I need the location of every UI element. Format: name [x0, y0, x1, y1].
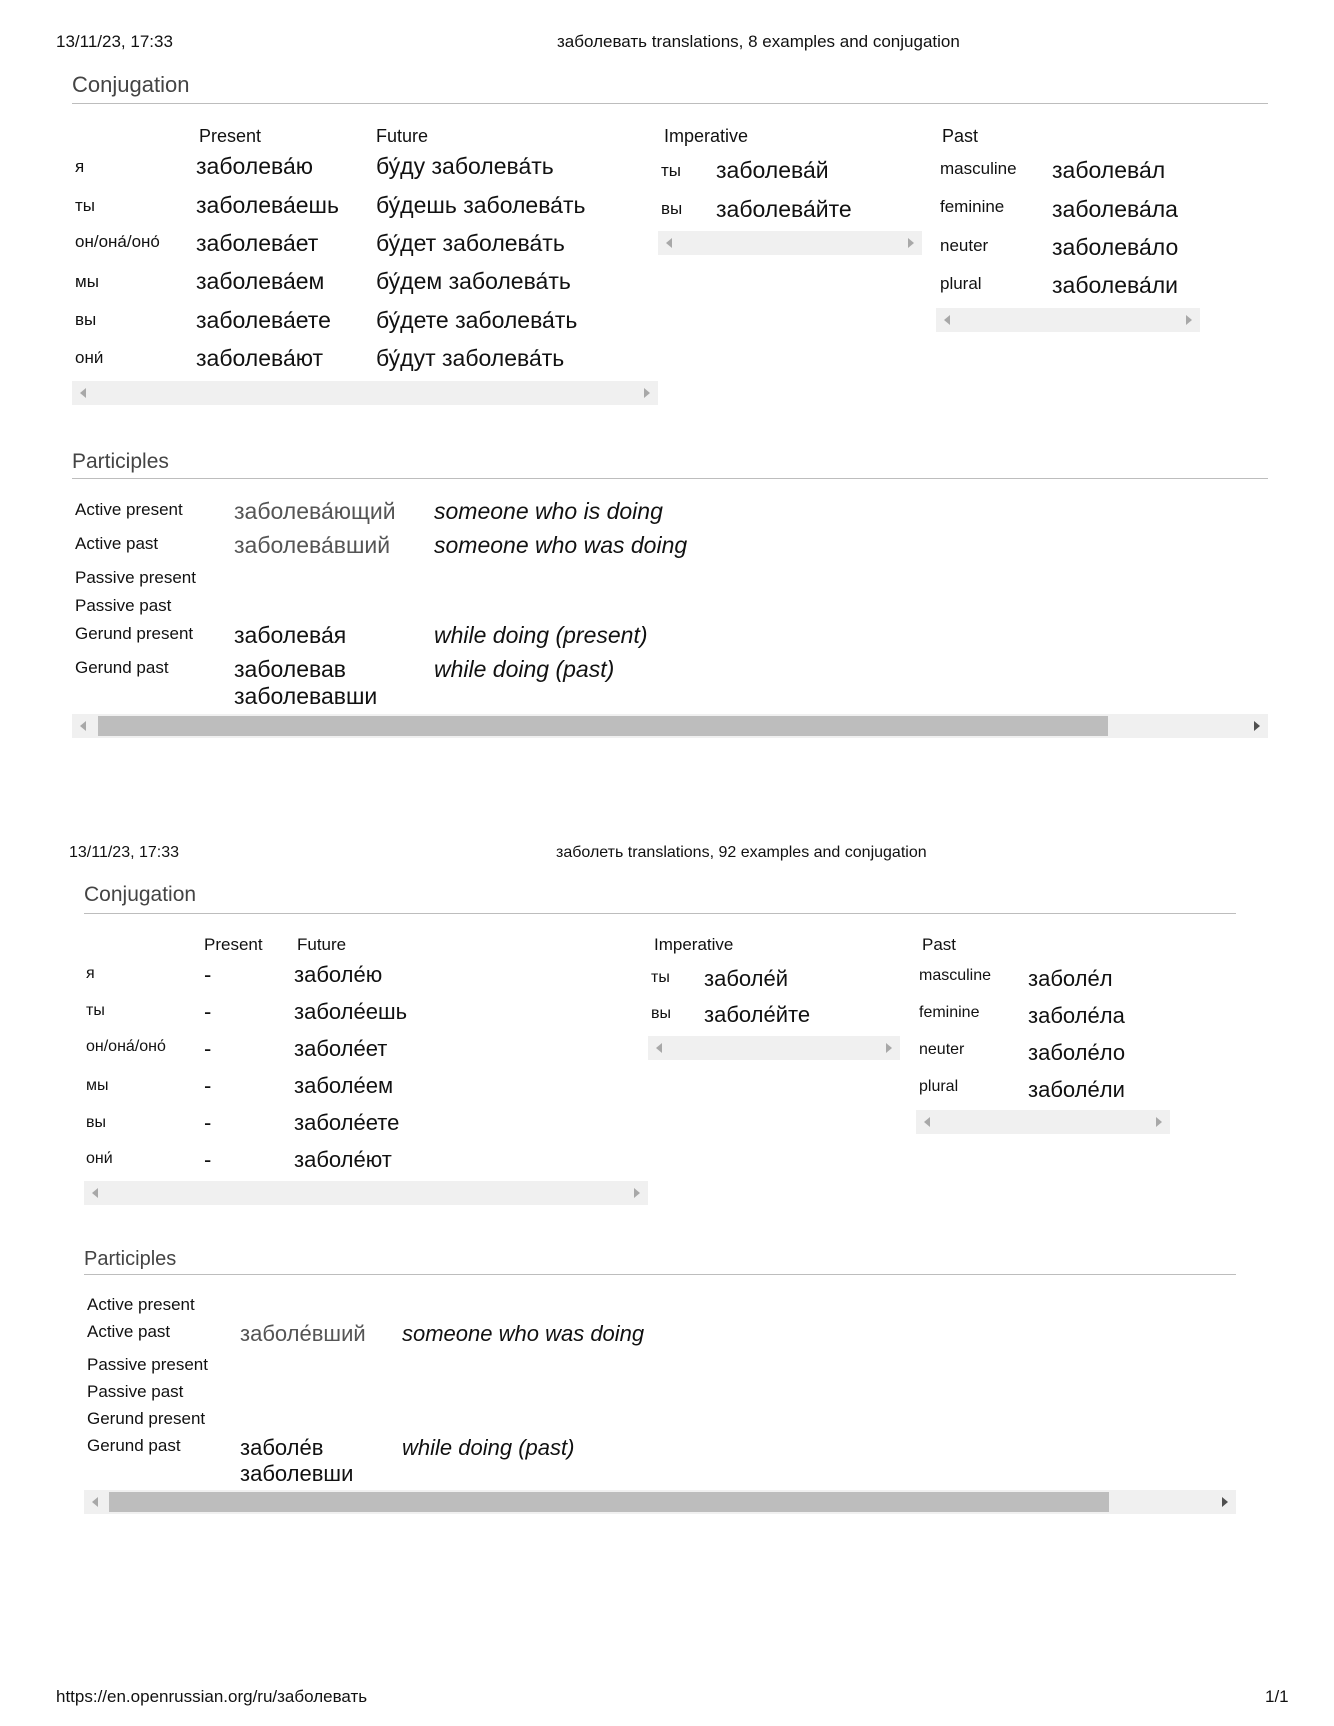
scroll-left-arrow-icon[interactable]: [666, 238, 672, 248]
past-form: заболе́л: [1028, 966, 1113, 991]
pronoun-cell: ты: [75, 196, 96, 215]
participle-form-alt: заболевши: [240, 1461, 354, 1486]
scroll-right-arrow-icon[interactable]: [1156, 1117, 1162, 1127]
scroll-right-arrow-icon[interactable]: [1222, 1497, 1228, 1507]
present-form: заболева́ем: [196, 268, 325, 294]
past-label: feminine: [940, 197, 1005, 216]
page2-header-datetime: 13/11/23, 17:33: [69, 844, 180, 861]
imperative-pronoun: ты: [651, 969, 670, 986]
past-form: заболе́ла: [1028, 1003, 1125, 1028]
page1-past-header: Past: [942, 126, 979, 146]
past-form: заболе́ло: [1028, 1040, 1126, 1065]
scroll-left-arrow-icon[interactable]: [92, 1497, 98, 1507]
page1-participles-scrollbar[interactable]: [72, 714, 1268, 738]
future-form: бу́дешь заболева́ть: [376, 192, 586, 218]
pronoun-cell: мы: [86, 1077, 109, 1094]
participle-label: Gerund past: [87, 1436, 181, 1455]
past-form: заболева́ло: [1052, 234, 1179, 260]
future-form: бу́дет заболева́ть: [376, 230, 565, 256]
scroll-thumb[interactable]: [109, 1492, 1109, 1512]
participle-label: Active present: [75, 500, 183, 519]
page2-future-header: Future: [297, 935, 347, 954]
pronoun-cell: я: [86, 965, 95, 982]
past-label: neuter: [919, 1041, 965, 1058]
scroll-right-arrow-icon[interactable]: [908, 238, 914, 248]
participle-meaning: while doing (past): [434, 656, 615, 682]
footer-page-number: 1/1: [1265, 1687, 1289, 1706]
footer-url[interactable]: https://en.openrussian.org/ru/заболевать: [56, 1687, 368, 1706]
scroll-right-arrow-icon[interactable]: [1254, 721, 1260, 731]
participle-label: Active past: [75, 534, 159, 553]
present-form: заболева́ешь: [196, 192, 339, 218]
page2-past-scrollbar[interactable]: [916, 1110, 1170, 1134]
present-form: заболева́ете: [196, 307, 331, 333]
scroll-right-arrow-icon[interactable]: [634, 1188, 640, 1198]
past-label: plural: [940, 274, 982, 293]
page1-participles-divider: [72, 478, 1268, 479]
participle-label: Gerund present: [75, 624, 194, 643]
participle-label: Passive present: [87, 1355, 208, 1374]
participle-meaning: someone who was doing: [402, 1321, 645, 1346]
present-form: -: [204, 1036, 212, 1061]
page1-conjugation-divider: [72, 103, 1268, 104]
future-form: заболе́ет: [294, 1036, 388, 1061]
participle-form: заболе́вший: [240, 1321, 366, 1346]
page2-conjugation-scrollbar[interactable]: [84, 1181, 648, 1205]
participle-form: заболева́ющий: [234, 498, 396, 524]
scroll-right-arrow-icon[interactable]: [644, 388, 650, 398]
past-label: neuter: [940, 236, 989, 255]
page1-imperative-header: Imperative: [664, 126, 749, 146]
pronoun-cell: ты: [86, 1002, 105, 1019]
pronoun-cell: вы: [86, 1114, 106, 1131]
scroll-right-arrow-icon[interactable]: [1186, 315, 1192, 325]
past-label: plural: [919, 1078, 959, 1095]
future-form: бу́дем заболева́ть: [376, 268, 571, 294]
scroll-left-arrow-icon[interactable]: [80, 388, 86, 398]
future-form: заболе́ем: [294, 1073, 394, 1098]
future-form: заболе́ешь: [294, 999, 408, 1024]
pronoun-cell: мы: [75, 272, 99, 291]
page2-header-title: заболеть translations, 92 examples and conjugation: [556, 844, 927, 861]
past-form: заболева́ла: [1052, 196, 1178, 222]
participle-label: Gerund present: [87, 1409, 206, 1428]
page2-participles-scrollbar[interactable]: [84, 1490, 1236, 1514]
present-form: заболева́ет: [196, 230, 319, 256]
imperative-form: заболе́й: [704, 966, 789, 991]
present-form: заболева́ю: [196, 153, 314, 179]
participle-meaning: while doing (past): [402, 1435, 575, 1460]
pronoun-cell: я: [75, 157, 85, 176]
participle-meaning: someone who is doing: [434, 498, 663, 524]
page2-imperative-header: Imperative: [654, 935, 734, 954]
future-form: заболе́ю: [294, 962, 383, 987]
future-form: бу́дут заболева́ть: [376, 345, 565, 371]
imperative-pronoun: ты: [661, 161, 682, 180]
page2-participles-title: Participles: [84, 1248, 177, 1270]
page1-participles-title: Participles: [72, 450, 169, 473]
future-form: заболе́ют: [294, 1147, 392, 1172]
scroll-right-arrow-icon[interactable]: [886, 1043, 892, 1053]
imperative-form: заболе́йте: [704, 1002, 811, 1027]
page1-future-header: Future: [376, 126, 429, 146]
participle-label: Passive past: [87, 1382, 184, 1401]
participle-form: заболе́в: [240, 1435, 324, 1460]
page1-past-scrollbar[interactable]: [936, 308, 1200, 332]
pronoun-cell: они́: [75, 348, 104, 367]
present-form: -: [204, 1147, 212, 1172]
participle-label: Gerund past: [75, 658, 169, 677]
imperative-form: заболева́й: [716, 157, 829, 183]
scroll-left-arrow-icon[interactable]: [944, 315, 950, 325]
page1-imperative-scrollbar[interactable]: [658, 231, 922, 255]
past-form: заболева́ли: [1052, 272, 1179, 298]
page1-conjugation-title: Conjugation: [72, 72, 190, 97]
page2-present-header: Present: [204, 935, 263, 954]
pronoun-cell: он/она́/оно́: [86, 1038, 166, 1055]
scroll-thumb[interactable]: [98, 716, 1108, 736]
present-form: -: [204, 1110, 212, 1135]
participle-form: заболева́я: [234, 622, 347, 648]
participle-label: Active past: [87, 1322, 171, 1341]
pronoun-cell: они́: [86, 1150, 113, 1167]
page1-conjugation-scrollbar[interactable]: [72, 381, 658, 405]
participle-meaning: while doing (present): [434, 622, 648, 648]
page1-present-header: Present: [199, 126, 262, 146]
imperative-pronoun: вы: [661, 199, 683, 218]
past-form: заболева́л: [1052, 157, 1166, 183]
pronoun-cell: вы: [75, 310, 97, 329]
scroll-left-arrow-icon[interactable]: [92, 1188, 98, 1198]
page2-conjugation-divider: [84, 913, 1236, 914]
participle-label: Active present: [87, 1295, 195, 1314]
imperative-form: заболева́йте: [716, 196, 852, 222]
page1-header-datetime: 13/11/23, 17:33: [56, 32, 173, 51]
participle-label: Passive past: [75, 596, 172, 615]
participle-meaning: someone who was doing: [434, 532, 688, 558]
scroll-left-arrow-icon[interactable]: [924, 1117, 930, 1127]
scroll-left-arrow-icon[interactable]: [80, 721, 86, 731]
scroll-left-arrow-icon[interactable]: [656, 1043, 662, 1053]
past-form: заболе́ли: [1028, 1077, 1125, 1102]
future-form: заболе́ете: [294, 1110, 400, 1135]
past-label: masculine: [940, 159, 1017, 178]
present-form: заболева́ют: [196, 345, 324, 371]
page2-past-header: Past: [922, 935, 957, 954]
participle-label: Passive present: [75, 568, 196, 587]
imperative-pronoun: вы: [651, 1005, 671, 1022]
participle-form: заболевав: [234, 656, 346, 682]
page2-participles-divider: [84, 1274, 1236, 1275]
page2-conjugation-title: Conjugation: [84, 883, 197, 906]
present-form: -: [204, 999, 212, 1024]
past-label: masculine: [919, 967, 992, 984]
pronoun-cell: он/она́/оно́: [75, 232, 160, 251]
page2-imperative-scrollbar[interactable]: [648, 1036, 900, 1060]
present-form: -: [204, 962, 212, 987]
future-form: бу́дете заболева́ть: [376, 307, 578, 333]
present-form: -: [204, 1073, 212, 1098]
past-label: feminine: [919, 1004, 980, 1021]
participle-form: заболева́вший: [234, 532, 391, 558]
future-form: бу́ду заболева́ть: [376, 153, 554, 179]
participle-form-alt: заболевавши: [234, 683, 378, 709]
page1-header-title: заболевать translations, 8 examples and conjugation: [557, 32, 960, 51]
